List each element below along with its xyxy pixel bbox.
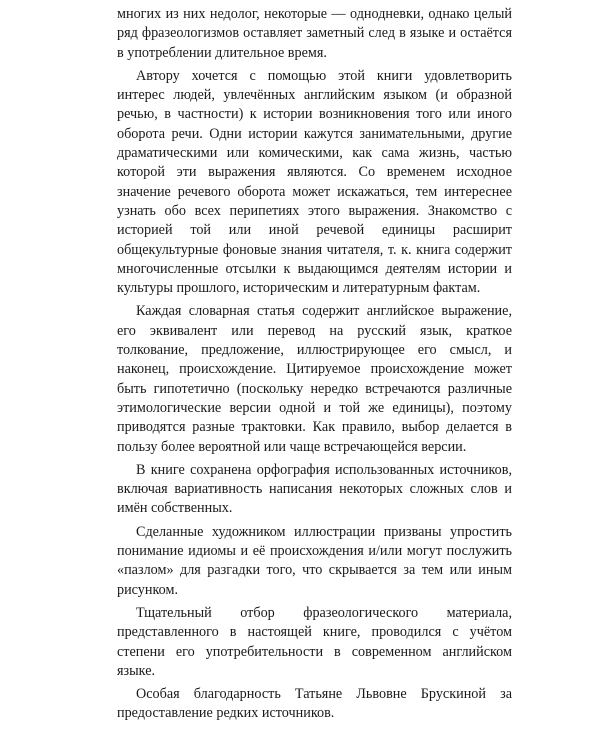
paragraph-illustrations: Сделанные художником иллюстрации призваны упростить понимание идиомы и её происхождения и/или могут послужить «пазлом» для разгадки того, что скрывается за тем или иным рисунком. <box>117 523 512 598</box>
paragraph-selection: Тщательный отбор фразеологического материала, представленного в настоящей книге, проводился с учётом степени его употребительности в современном английском языке. <box>117 604 512 679</box>
body-text <box>117 5 512 728</box>
paragraph-entry-structure: Каждая словарная статья содержит английское выражение, его эквивалент или перевод на русский язык, краткое толкование, предложение, иллюстрирующее его смысл, и наконец, происхождение. Цитируемое происхождение может быть гипотетично (поскольку нередко встречаются различные этимологические версии одной и той же единицы), поэтому приводятся разные трактовки. Как правило, выбор делается в пользу более вероятной или чаще встречающейся версии. <box>117 303 512 455</box>
paragraph-author-intent: Автору хочется с помощью этой книги удовлетворить интерес людей, увлечённых английским языком (и образной речью, в частности) к истории возникновения того или иного оборота речи. Одни истории кажутся занимательными, другие драматическими или комическими, как сама жизнь, частью которой эти выражения являются. Со временем исходное значение речевого оборота может искажаться, тем интереснее узнать обо всех перипетиях этого выражения. Знакомство с историей той или иной речевой единицы расширит общекультурные фоновые знания читателя, т. к. книга содержит многочисленные отсылки к выдающимся деятелям истории и культуры прошлого, историческим и литературным фактам. <box>117 67 512 297</box>
paragraph-acknowledgement: Особая благодарность Татьяне Львовне Брускиной за предоставление редких источников. <box>117 686 512 722</box>
paragraph-orthography: В книге сохранена орфография использованных источников, включая вариативность написания некоторых сложных слов и имён собственных. <box>117 461 512 517</box>
paragraph-continuation: многих из них недолог, некоторые — однодневки, однако целый ряд фразеологизмов оставляет заметный след в языке и остаётся в употреблении длительное время. <box>117 6 512 61</box>
